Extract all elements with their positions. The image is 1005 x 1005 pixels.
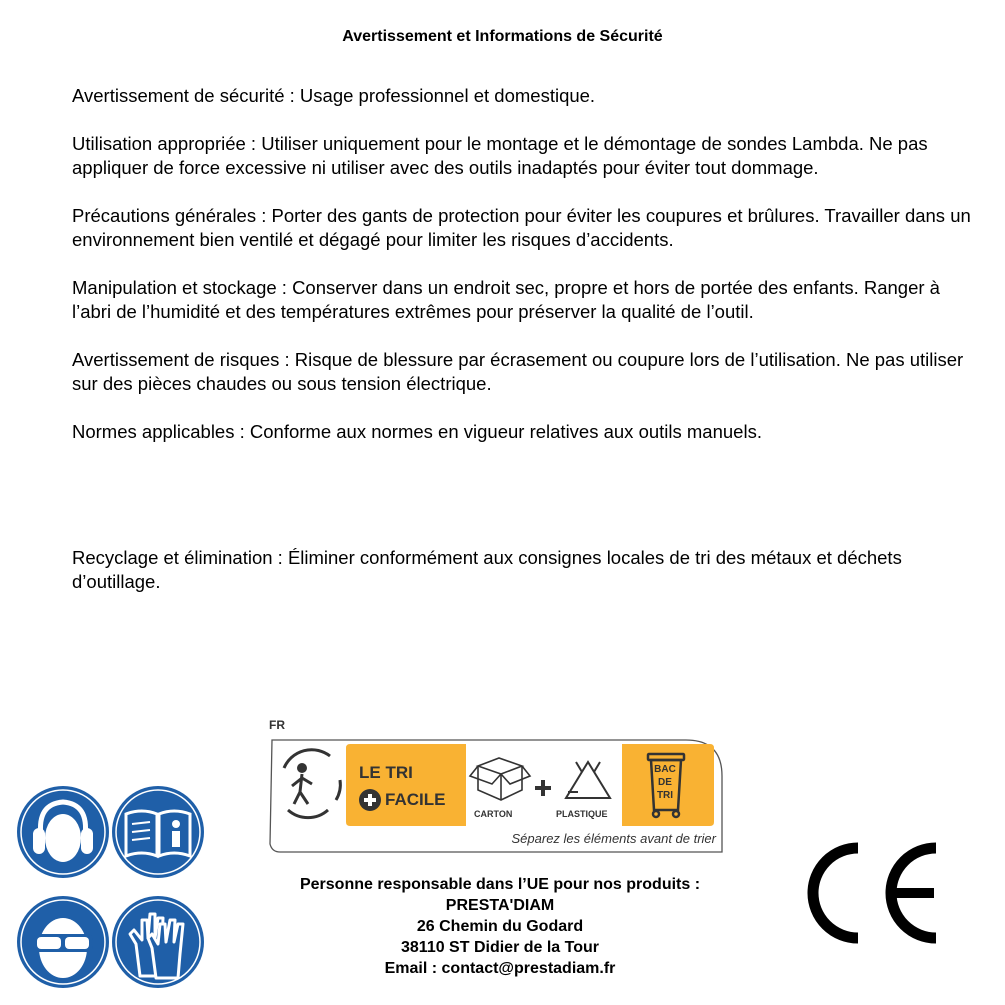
le-tri-label: LE TRI: [359, 763, 413, 782]
appropriate-use-paragraph: Utilisation appropriée : Utiliser uniquement pour le montage et le démontage de sondes Lambda. Ne pas appliquer de force excessive ni utiliser avec des outils inadaptés pour éviter tout dommage.: [72, 133, 928, 178]
company-street: 26 Chemin du Godard: [416, 918, 584, 935]
bac-de-tri-label: BAC DE TRI: [654, 764, 676, 801]
carton-label: CARTON: [474, 809, 513, 819]
recycling-paragraph: Recyclage et élimination : Éliminer conformément aux consignes locales de tri des métaux et déchets d’outillage.: [72, 547, 902, 592]
country-code: FR: [269, 718, 285, 732]
standards-paragraph: Normes applicables : Conforme aux normes en vigueur relatives aux outils manuels.: [72, 421, 762, 442]
company-city: 38110 ST Didier de la Tour: [401, 939, 599, 956]
general-precautions-paragraph: Précautions générales : Porter des gants de protection pour éviter les coupures et brûlures. Travailler dans un environnement bien ventilé et dégagé pour limiter les risques d’accidents.: [72, 205, 971, 250]
company-email: Email : contact@prestadiam.fr: [384, 960, 616, 977]
handling-storage-paragraph: Manipulation et stockage : Conserver dans un endroit sec, propre et hors de portée des enfants. Ranger à l’abri de l’humidité et des températures extrêmes pour préserver la qualité de l’outil.: [72, 277, 940, 322]
eye-protection-icon: [15, 894, 111, 990]
sorting-note: Séparez les éléments avant de trier: [511, 831, 716, 846]
responsible-person-block: [250, 874, 750, 979]
company-name: PRESTA'DIAM: [445, 897, 555, 914]
read-manual-icon: [110, 784, 206, 880]
ce-mark-icon: [796, 842, 942, 944]
safety-warning-paragraph: Avertissement de sécurité : Usage professionnel et domestique.: [72, 85, 596, 106]
ear-protection-icon: [15, 784, 111, 880]
responsible-heading: Personne responsable dans l’UE pour nos produits :: [299, 876, 701, 893]
facile-label: FACILE: [385, 790, 446, 809]
plastique-label: PLASTIQUE: [556, 809, 608, 819]
gloves-icon: [110, 894, 206, 990]
risk-warning-paragraph: Avertissement de risques : Risque de blessure par écrasement ou coupure lors de l’utilisation. Ne pas utiliser sur des pièces chaudes ou sous tension électrique.: [72, 349, 964, 394]
triman-recycling-logo: [266, 718, 726, 860]
page-title: Avertissement et Informations de Sécurité: [342, 28, 663, 45]
